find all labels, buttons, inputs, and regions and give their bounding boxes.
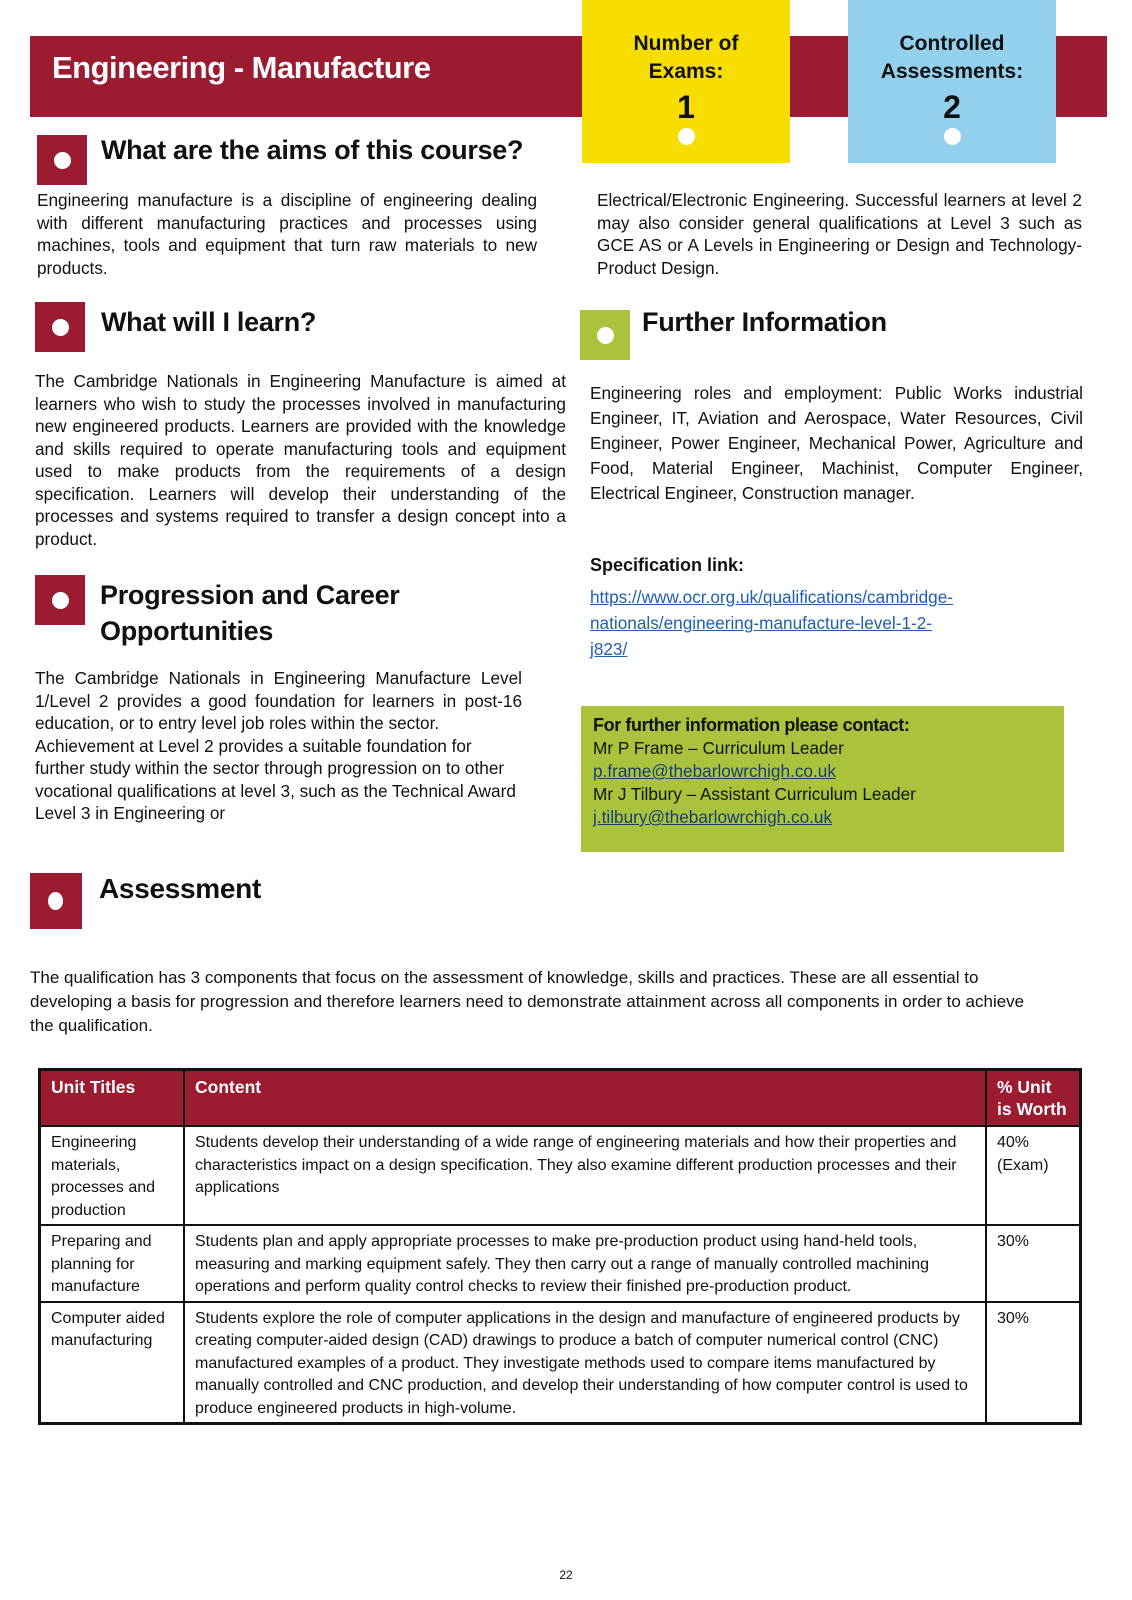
section-bullet-icon: [35, 575, 85, 625]
progression-continued: Electrical/Electronic Engineering. Successful learners at level 2 may also consider general qualifications at Level 3 such as GCE AS or A Levels in Engineering or Design and Technology- Product Design.: [597, 190, 1082, 278]
progression-heading-line1: Progression and Career: [100, 580, 400, 610]
header-percent-worth: % Unit is Worth: [986, 1070, 1081, 1127]
dot-icon: [52, 592, 69, 609]
dot-icon: [54, 152, 71, 169]
header-content: Content: [184, 1070, 986, 1127]
progression-body: [35, 667, 522, 825]
contact-heading: For further information please contact:: [593, 715, 910, 735]
unit-title: Engineering materials, processes and production: [40, 1126, 185, 1225]
assessment-body: The qualification has 3 components that focus on the assessment of knowledge, skills and practices. These are all essential to developing a basis for progression and therefore learners need to demonstrate attainment across all components in order to achieve the qualification.: [30, 968, 1025, 1035]
dot-icon: [678, 128, 695, 145]
exams-count-box: [582, 0, 790, 163]
exams-count: 1: [677, 89, 695, 125]
section-bullet-icon: [580, 310, 630, 360]
controlled-assessments-label: [848, 30, 1056, 86]
progression-paragraph-1: The Cambridge Nationals in Engineering Manufacture Level 1/Level 2 provides a good foundation for learners in post-16 education, or to entry level job roles within the sector.: [35, 668, 522, 733]
units-table: [38, 1068, 1082, 1425]
further-info-heading: Further Information: [642, 307, 887, 337]
further-info-body: Engineering roles and employment: Public Works industrial Engineer, IT, Aviation and Aerospace, Water Resources, Civil Engineer, Power Engineer, Mechanical Power, Agriculture and Food, Material Engineer, Machinist, Computer Engineer, Electrical Engineer, Construction manager.: [590, 383, 1083, 503]
assessment-heading: Assessment: [99, 873, 261, 904]
aims-body: Engineering manufacture is a discipline of engineering dealing with different manufacturing practices and processes using machines, tools and equipment that turn raw materials to new products.: [37, 190, 537, 278]
header-unit-titles: Unit Titles: [40, 1070, 185, 1127]
exams-label-line2: Exams:: [648, 60, 724, 83]
unit-worth-percent: 40%: [997, 1134, 1030, 1151]
unit-content: Students develop their understanding of a wide range of engineering materials and how their properties and characteristics impact on a design specification. They also examine different production processes and their applications: [184, 1126, 986, 1225]
ca-label-line2: Assessments:: [880, 60, 1024, 83]
unit-worth: [986, 1302, 1081, 1424]
contact-email-1[interactable]: p.frame@thebarlowrchigh.co.uk: [593, 761, 836, 781]
contact-box: [581, 706, 1064, 852]
controlled-assessments-count: 2: [943, 89, 961, 125]
unit-content: Students explore the role of computer applications in the design and manufacture of engineered products by creating computer-aided design (CAD) drawings to produce a batch of computer numerical control (CNC) manufactured examples of a product. They investigate methods used to compare items manufactured by manually controlled and CNC production, and develop their understanding of how computer control is used to produce engineered products in high-volume.: [184, 1302, 986, 1424]
table-header-row: [40, 1070, 1081, 1127]
controlled-assessments-box: [848, 0, 1056, 163]
contact-email-2[interactable]: j.tilbury@thebarlowrchigh.co.uk: [593, 807, 833, 827]
unit-title: Preparing and planning for manufacture: [40, 1225, 185, 1302]
unit-worth-percent: 30%: [997, 1233, 1030, 1250]
contact-person-2: Mr J Tilbury – Assistant Curriculum Leader: [593, 784, 916, 804]
section-bullet-icon: [35, 302, 85, 352]
unit-worth: [986, 1126, 1081, 1225]
section-bullet-icon: [30, 873, 82, 929]
unit-title: Computer aided manufacturing: [40, 1302, 185, 1424]
page-number: 22: [559, 1568, 573, 1582]
dot-icon: [52, 319, 69, 336]
table-row: [40, 1225, 1081, 1302]
unit-worth-note: (Exam): [997, 1156, 1049, 1174]
spec-link-line2: nationals/engineering-manufacture-level-1-2-: [590, 613, 933, 633]
table-row: [40, 1126, 1081, 1225]
unit-content: Students plan and apply appropriate processes to make pre-production product using hand-held tools, measuring and marking equipment safely. They then carry out a range of manually controlled machining operations and perform quality control checks to review their finished pre-production product.: [184, 1225, 986, 1302]
dot-icon: [48, 892, 63, 910]
page-title: Engineering - Manufacture: [52, 50, 431, 85]
specification-link-block: [590, 584, 953, 662]
exams-label-line1: Number of: [633, 32, 739, 55]
unit-worth-percent: 30%: [997, 1309, 1030, 1327]
unit-worth: [986, 1225, 1081, 1302]
dot-icon: [944, 128, 961, 145]
progression-heading: [100, 577, 400, 649]
spec-link-line3: j823/: [590, 639, 628, 659]
learn-heading: What will I learn?: [101, 307, 317, 337]
progression-heading-line2: Opportunities: [100, 616, 274, 646]
ca-label-line1: Controlled: [899, 32, 1005, 55]
learn-body: The Cambridge Nationals in Engineering Manufacture is aimed at learners who wish to study the processes involved in manufacturing new engineered products. Learners are provided with the knowledge and skills required to operate manufacturing tools and equipment used to make products from the requirements of a design specification. Learners will develop their understanding of the processes and systems required to transfer a design concept into a product.: [35, 371, 566, 549]
contact-person-1: Mr P Frame – Curriculum Leader: [593, 738, 844, 758]
specification-link[interactable]: [590, 587, 953, 659]
spec-link-line1: https://www.ocr.org.uk/qualifications/cambridge-: [590, 587, 954, 607]
specification-label: Specification link:: [590, 555, 745, 575]
aims-heading: What are the aims of this course?: [101, 135, 524, 165]
table-row: [40, 1302, 1081, 1424]
dot-icon: [597, 327, 614, 344]
progression-paragraph-2: Achievement at Level 2 provides a suitable foundation for further study within the sector through progression on to other vocational qualifications at level 3, such as the Technical Award Level 3 in Engineering or: [35, 735, 516, 823]
section-bullet-icon: [37, 135, 87, 185]
exams-label: [582, 30, 790, 86]
